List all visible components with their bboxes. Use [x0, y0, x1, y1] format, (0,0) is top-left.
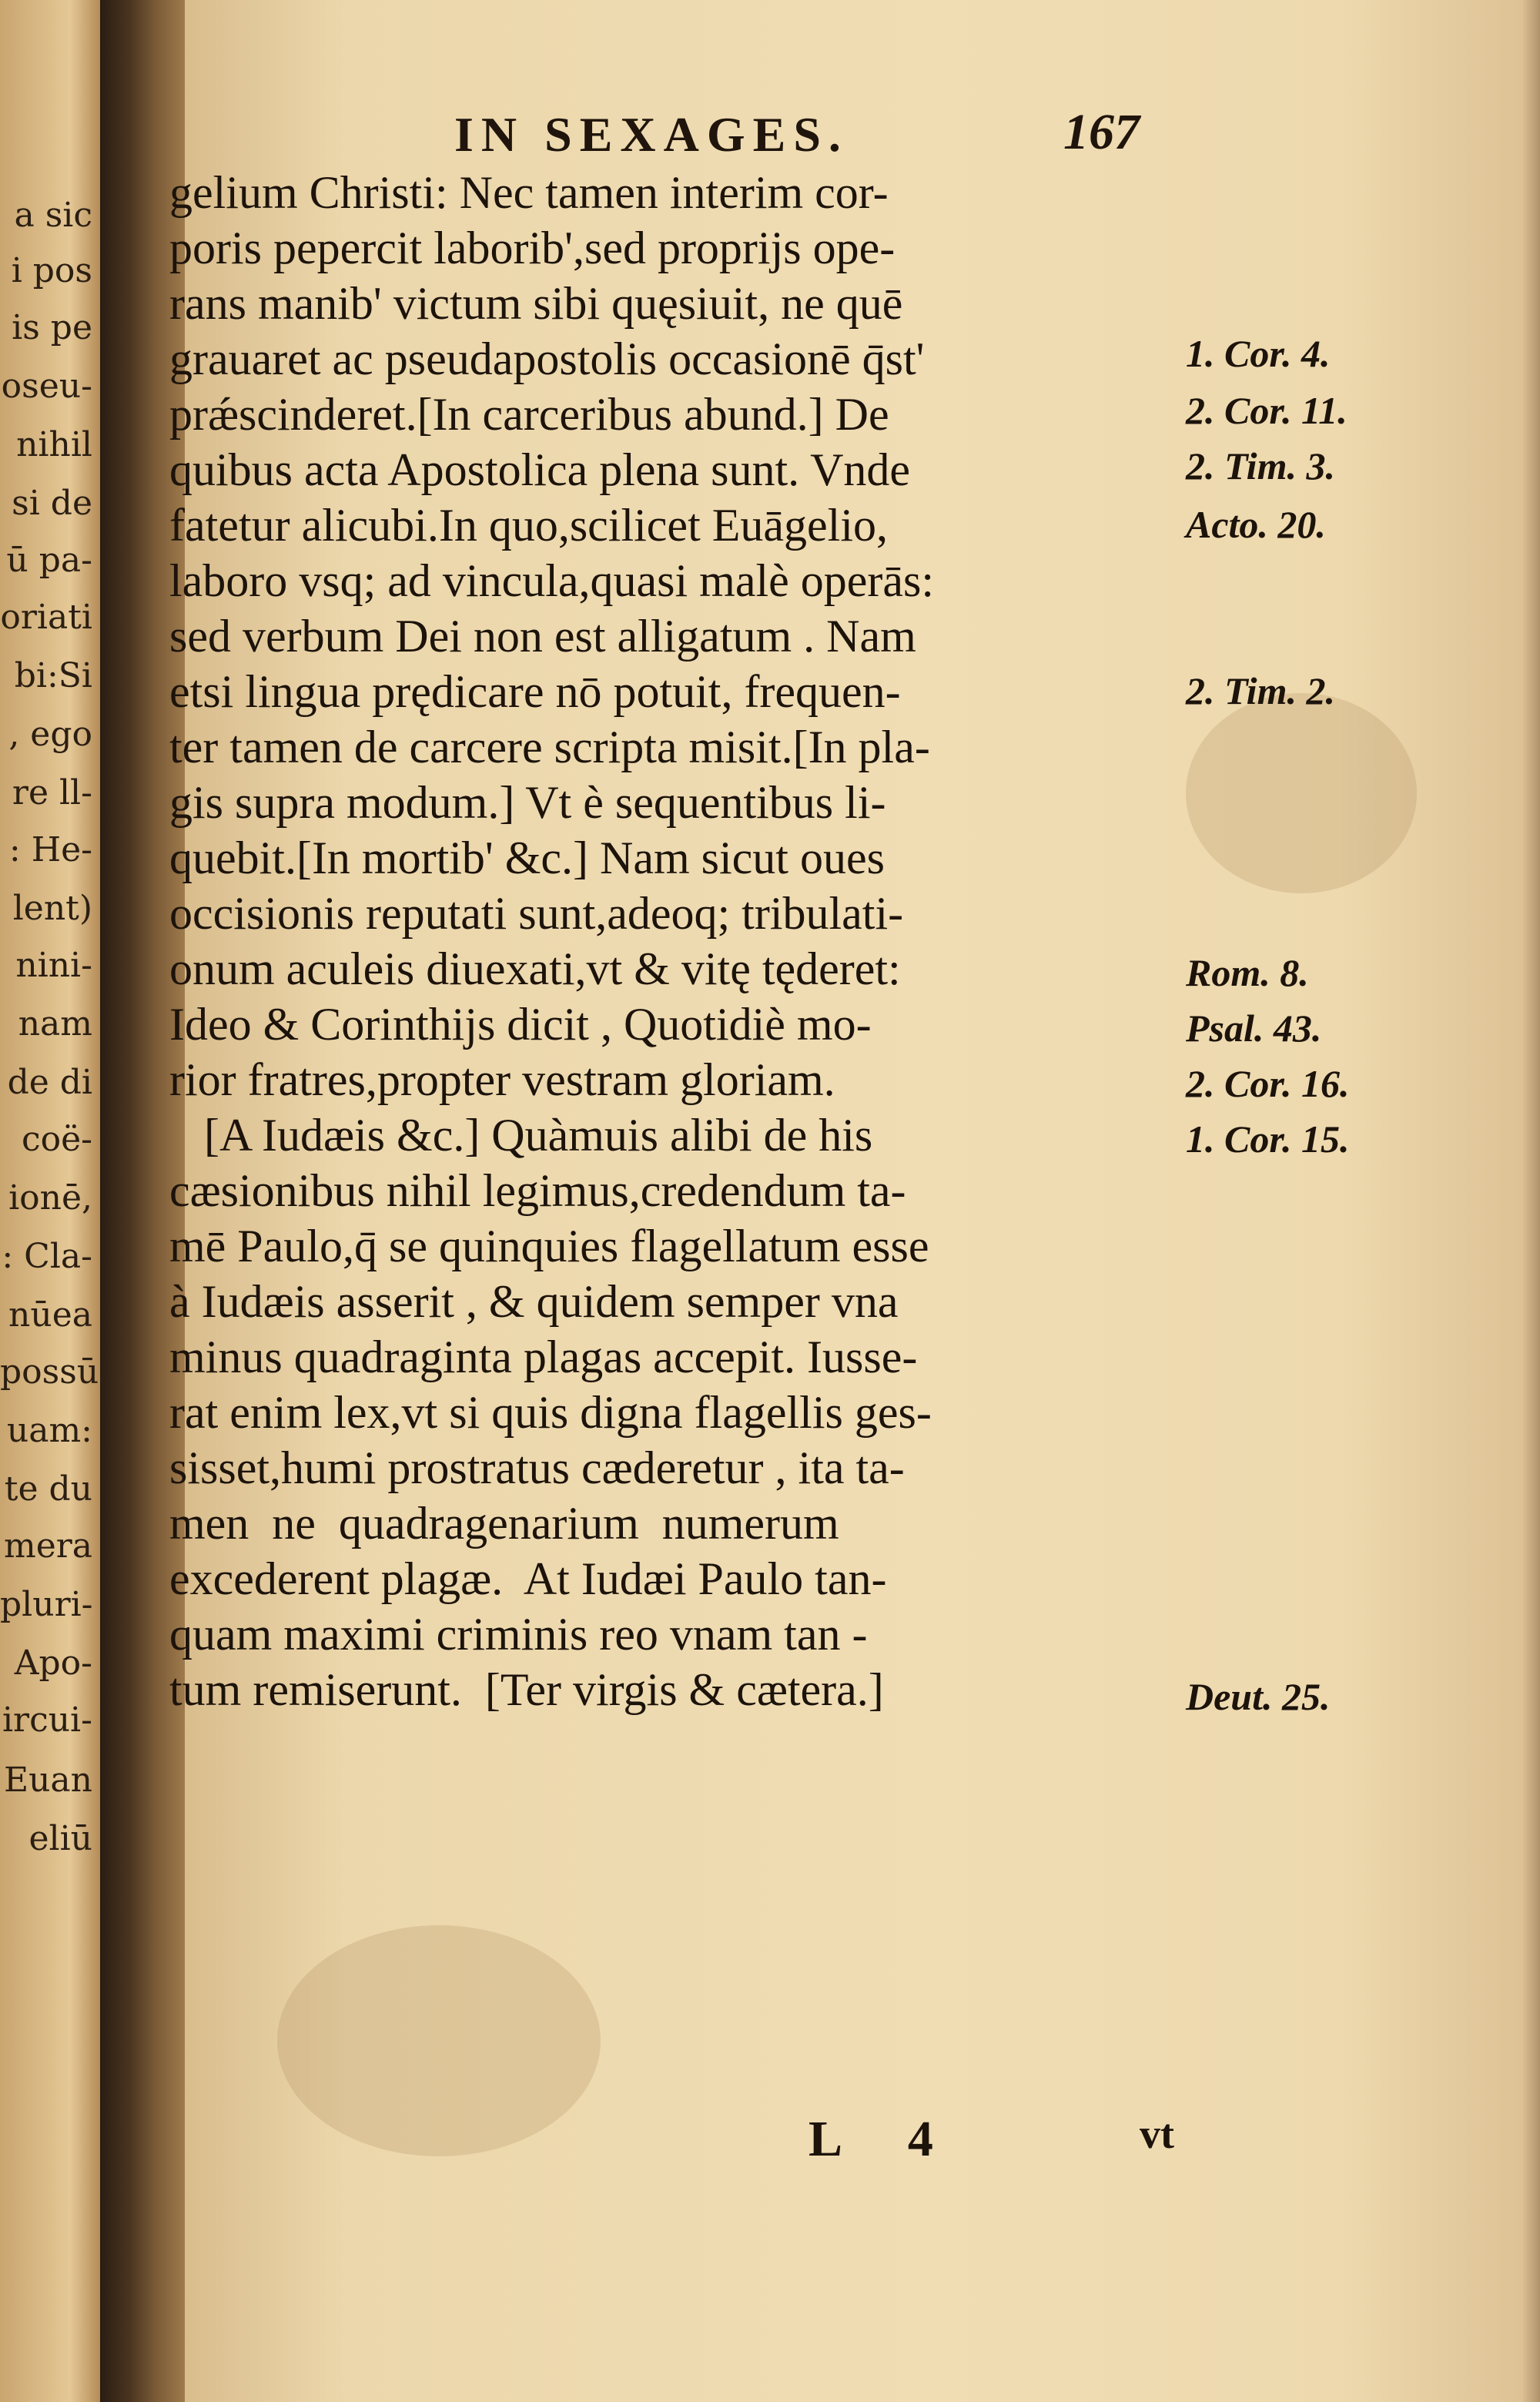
- signature-mark: L 4: [808, 2111, 961, 2167]
- left-page-fragment: nihil: [16, 425, 92, 464]
- text-line: ter tamen de carcere scripta misit.[In pla-: [169, 722, 930, 772]
- text-line: fatetur alicubi.In quo,scilicet Euāgelio,: [169, 500, 888, 551]
- left-page-fragment: nūea: [8, 1295, 92, 1335]
- paper-stain: [277, 1925, 601, 2156]
- left-page-fragment: si de: [12, 484, 92, 523]
- margin-note: 1. Cor. 15.: [1186, 1117, 1350, 1161]
- left-page-fragment: nini-: [15, 946, 92, 985]
- margin-note: 2. Tim. 2.: [1186, 669, 1335, 712]
- left-page-fragment: is pe: [12, 308, 92, 347]
- page-header: [285, 106, 1170, 160]
- text-line: mē Paulo,q̄ se quinquies flagellatum esse: [169, 1221, 929, 1271]
- text-line: sisset,humi prostratus cæderetur , ita ta-: [169, 1442, 905, 1493]
- left-page-fragment: lent): [12, 889, 92, 928]
- text-line: onum aculeis diuexati,vt & vitę tęderet:: [169, 943, 901, 994]
- text-line: quam maximi criminis reo vnam tan -: [169, 1609, 868, 1660]
- text-line: etsi lingua prędicare nō potuit, frequen-: [169, 666, 901, 717]
- left-page-fragment: mera: [3, 1526, 92, 1566]
- left-page-fragment: i pos: [11, 251, 92, 290]
- left-page-fragment: : Cla-: [2, 1237, 92, 1276]
- left-page-fragment: pluri-: [0, 1585, 93, 1624]
- left-page-fragment: possū: [0, 1352, 99, 1392]
- left-page-fragment: te du: [4, 1469, 92, 1509]
- text-line: tum remiserunt. [Ter virgis & cætera.]: [169, 1664, 884, 1715]
- text-line: rans manib' victum sibi quęsiuit, ne quē: [169, 278, 903, 329]
- left-page-fragment: ircui-: [2, 1700, 92, 1740]
- margin-note: 1. Cor. 4.: [1186, 332, 1331, 375]
- left-page-fragment: ū pa-: [6, 541, 92, 580]
- left-page-fragment: Euan: [3, 1760, 92, 1800]
- margin-note: Rom. 8.: [1186, 951, 1309, 994]
- text-line: quebit.[In mortib' &c.] Nam sicut oues: [169, 832, 885, 883]
- text-line: prǽscinderet.[In carceribus abund.] De: [169, 389, 889, 440]
- text-line: gis supra modum.] Vt è sequentibus li-: [169, 777, 886, 828]
- left-page-fragment: a sic: [14, 196, 92, 235]
- text-line: sed verbum Dei non est alligatum . Nam: [169, 611, 916, 662]
- text-line: men ne quadragenarium numerum: [169, 1498, 839, 1549]
- left-page-fragment: nam: [18, 1004, 92, 1044]
- main-text-block: [169, 165, 1178, 1717]
- left-page-fragment: oriati: [0, 598, 92, 637]
- text-line: minus quadraginta plagas accepit. Iusse-: [169, 1332, 918, 1382]
- left-page-margin: [0, 0, 100, 2402]
- margin-note: 2. Tim. 3.: [1186, 444, 1335, 487]
- left-page-fragment: uam:: [6, 1411, 92, 1450]
- left-page-fragment: , ego: [8, 715, 92, 754]
- text-line: excederent plagæ. At Iudæi Paulo tan-: [169, 1553, 887, 1604]
- paper-stain: [1186, 693, 1417, 893]
- text-line: [A Iudæis &c.] Quàmuis alibi de his: [169, 1110, 873, 1161]
- running-head: IN SEXAGES.: [454, 107, 849, 162]
- left-page-fragment: bi:Si: [14, 656, 92, 695]
- margin-note: 2. Cor. 11.: [1186, 389, 1348, 432]
- text-line: à Iudæis asserit , & quidem semper vna: [169, 1276, 899, 1327]
- margin-note: 2. Cor. 16.: [1186, 1062, 1350, 1105]
- catchword: vt: [1140, 2111, 1174, 2157]
- text-line: cæsionibus nihil legimus,credendum ta-: [169, 1165, 906, 1216]
- text-line: occisionis reputati sunt,adeoq; tribulati-: [169, 888, 904, 939]
- text-line: rat enim lex,vt si quis digna flagellis ges-: [169, 1387, 932, 1438]
- page-number: 167: [1063, 104, 1140, 160]
- left-page-fragment: oseu-: [1, 367, 92, 406]
- left-page-fragment: eliū: [28, 1819, 92, 1858]
- margin-note: Psal. 43.: [1186, 1007, 1322, 1050]
- margin-note: Acto. 20.: [1186, 503, 1326, 546]
- left-page-fragment: Apo-: [14, 1643, 92, 1683]
- text-line: gelium Christi: Nec tamen interim cor-: [169, 167, 889, 218]
- left-page-fragment: re ll-: [12, 773, 92, 812]
- left-page-fragment: ionē,: [8, 1178, 92, 1218]
- margin-note: Deut. 25.: [1186, 1675, 1331, 1718]
- text-line: grauaret ac pseudapostolis occasionē q̄st': [169, 333, 925, 384]
- text-line: quibus acta Apostolica plena sunt. Vnde: [169, 444, 911, 495]
- left-page-fragment: coë-: [21, 1120, 92, 1159]
- page-edge-shadow: [1522, 0, 1540, 2402]
- text-line: laboro vsq; ad vincula,quasi malè operās:: [169, 555, 935, 606]
- left-page-fragment: de di: [7, 1063, 92, 1102]
- text-line: Ideo & Corinthijs dicit , Quotidiè mo-: [169, 999, 872, 1050]
- left-page-fragment: : He-: [8, 830, 92, 869]
- text-line: poris pepercit laborib',sed proprijs ope-: [169, 223, 896, 273]
- text-line: rior fratres,propter vestram gloriam.: [169, 1054, 835, 1105]
